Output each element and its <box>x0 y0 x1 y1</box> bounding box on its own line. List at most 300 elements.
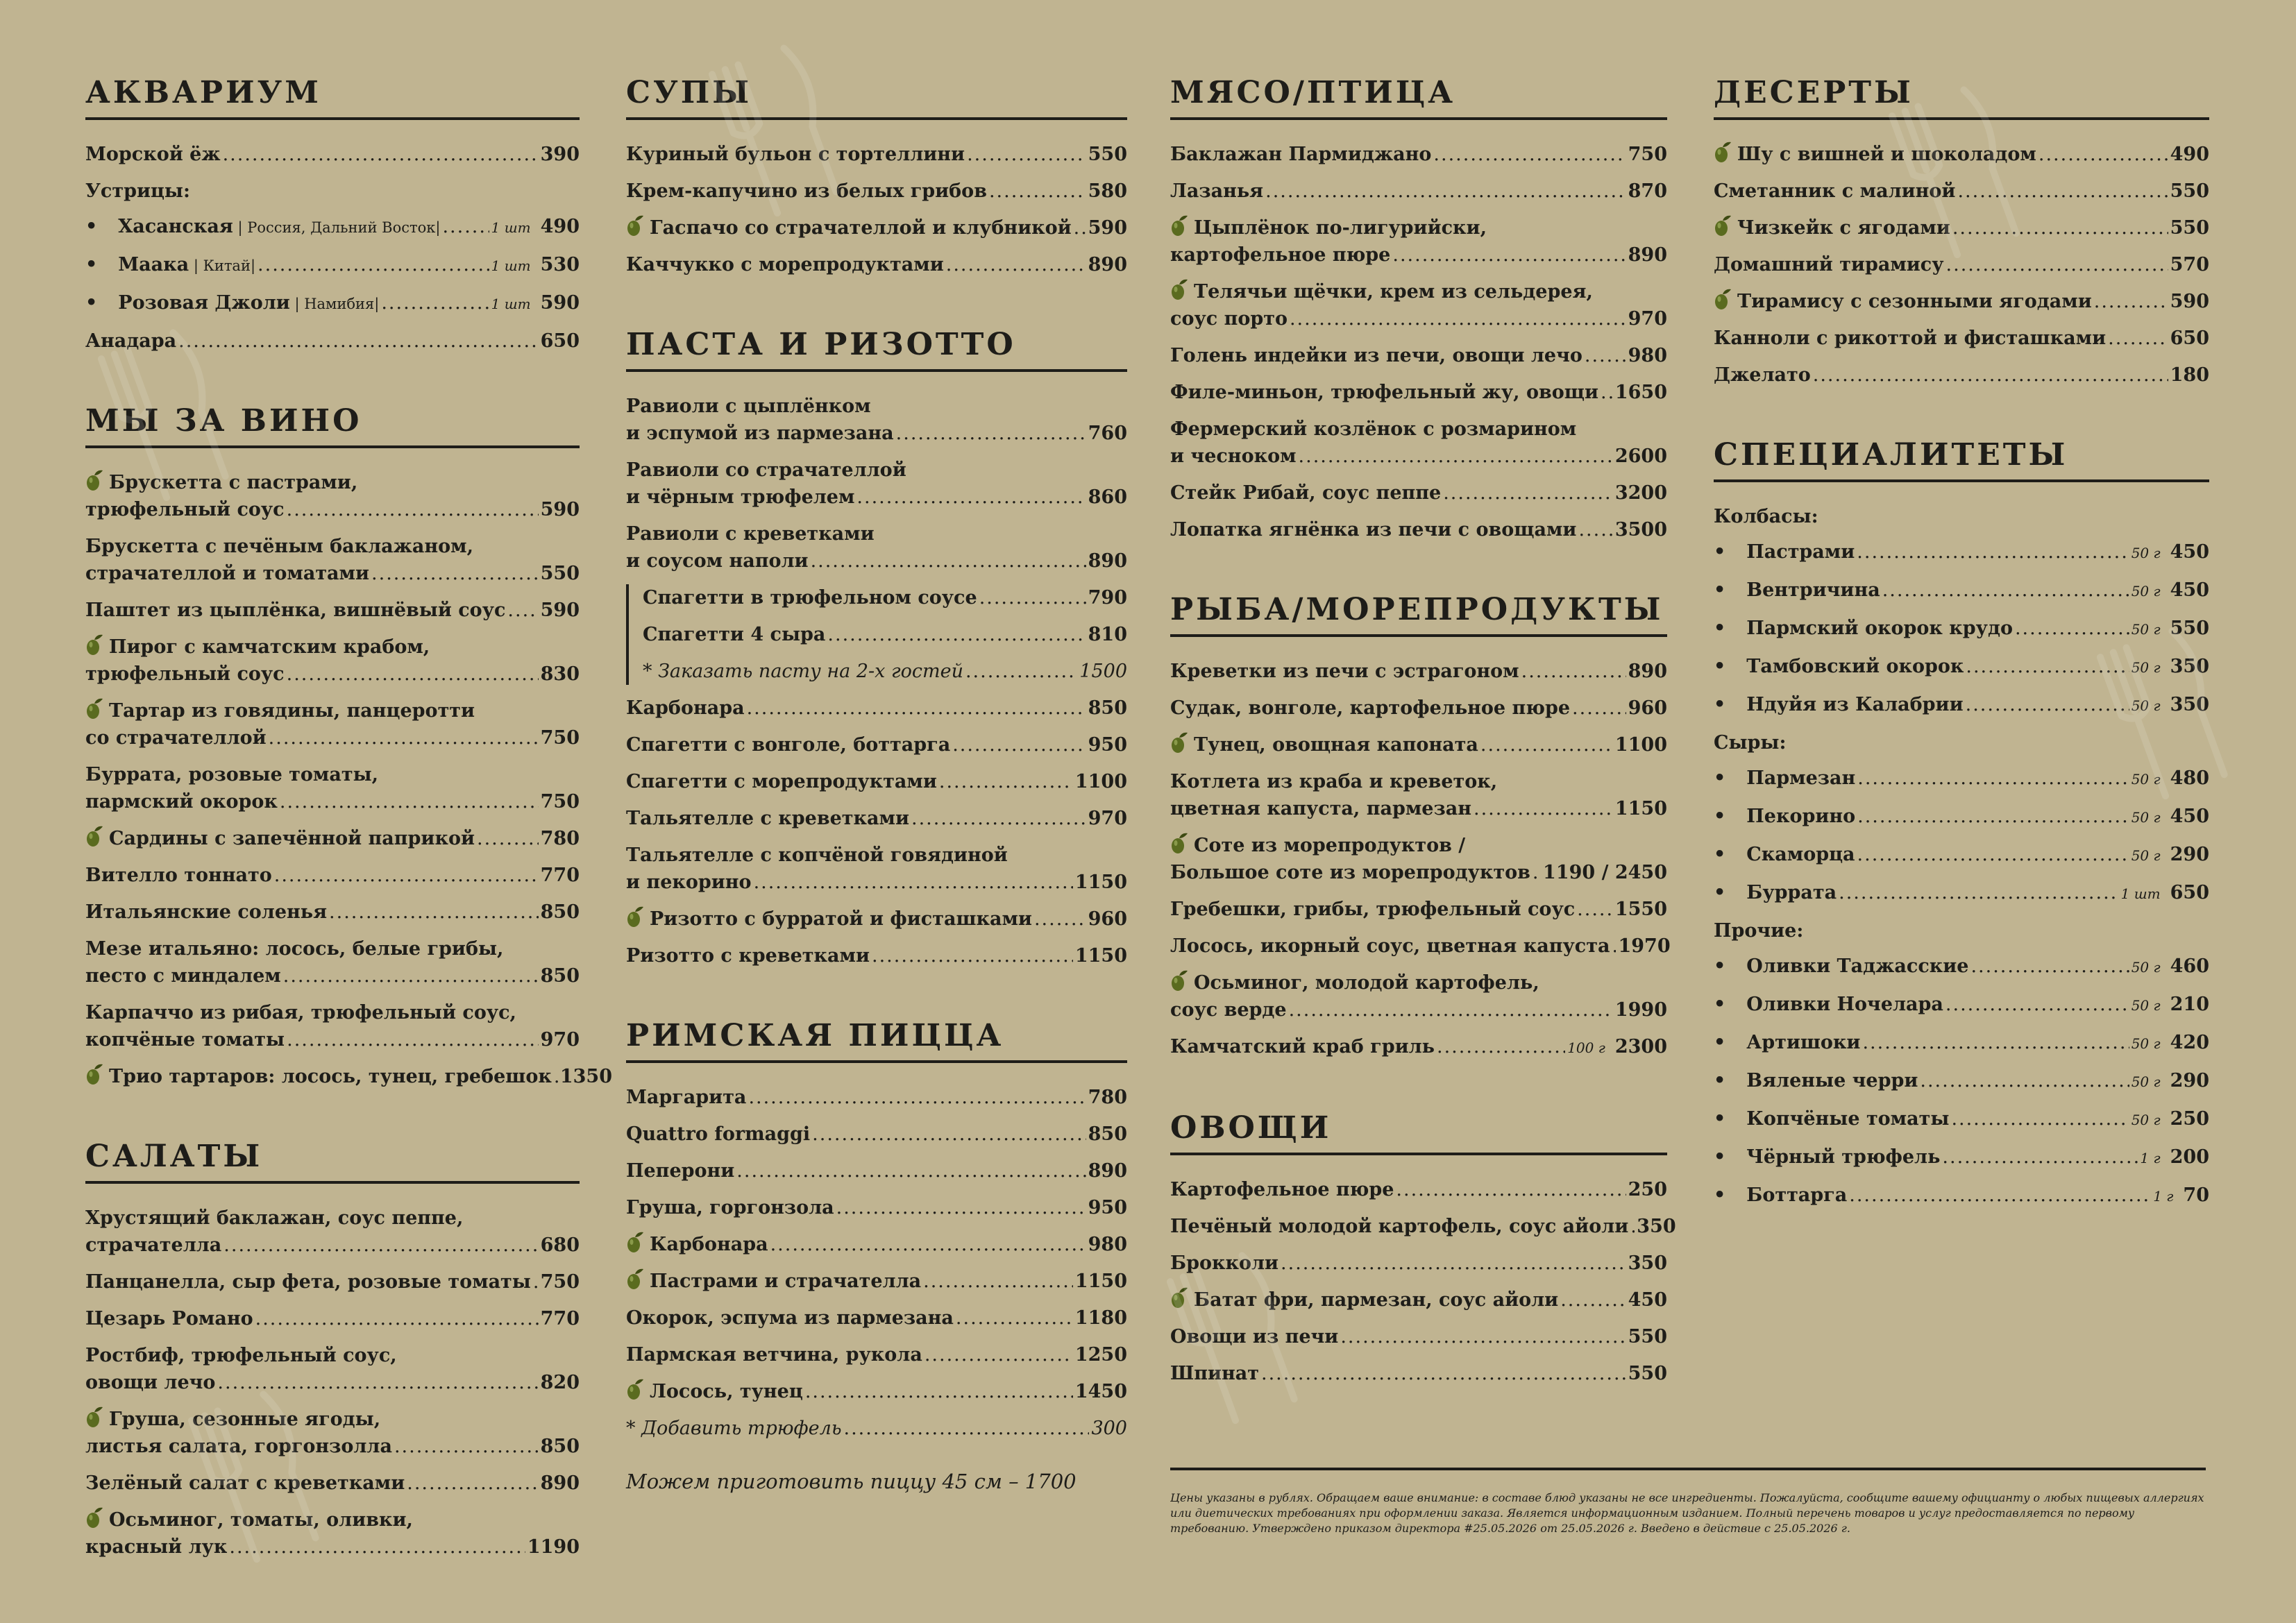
item-portion: 1 шт <box>491 257 531 274</box>
item-name-text: Голень индейки из печи, овощи лечо <box>1170 345 1582 366</box>
item-name-text: Анадара <box>85 330 177 352</box>
item-price: 1190 / 2450 <box>1543 862 1667 883</box>
item-name <box>1170 768 1497 795</box>
item-name <box>85 697 475 724</box>
item-line <box>626 393 1127 420</box>
menu-section <box>1170 592 1671 1062</box>
item-line <box>626 1305 1127 1332</box>
item-line <box>626 1121 1127 1148</box>
item-name-text: страчателлой и томатами <box>85 563 370 584</box>
item-line <box>643 584 1127 611</box>
item-price: 530 <box>540 254 580 275</box>
menu-item <box>85 761 580 815</box>
dot-leader <box>989 178 1086 205</box>
dot-leader <box>956 1305 1073 1332</box>
olive-icon <box>85 469 103 491</box>
item-line <box>85 724 580 751</box>
specialty-item <box>1714 1105 2209 1134</box>
dot-leader <box>1521 658 1626 685</box>
menu-item <box>1170 342 1667 369</box>
dot-leader <box>381 289 489 316</box>
menu-item <box>85 1342 580 1396</box>
item-line <box>85 862 580 889</box>
item-name-text: Буррата, розовые томаты, <box>85 764 379 785</box>
menu-item <box>85 825 580 852</box>
item-portion: 50 г <box>2131 697 2161 714</box>
specialty-item <box>1714 1182 2209 1210</box>
item-portion: 50 г <box>2131 809 2161 826</box>
item-name-text: Спагетти с морепродуктами <box>626 771 937 792</box>
dot-leader <box>1920 1067 2129 1094</box>
item-line <box>626 1084 1127 1111</box>
menu-item <box>1170 416 1667 470</box>
dot-leader <box>1946 251 2168 278</box>
item-line <box>1170 516 1667 543</box>
item-line <box>1714 178 2209 205</box>
item-name-text: Пармезан <box>1746 767 1856 789</box>
dot-leader <box>939 768 1073 795</box>
dot-leader <box>1849 1182 2151 1209</box>
dot-leader <box>1857 538 2129 566</box>
item-price: 780 <box>1088 1087 1127 1108</box>
item-price: 850 <box>540 965 580 987</box>
item-line <box>1714 1182 2209 1210</box>
bullet-icon: • <box>1714 1070 1726 1091</box>
menu-item <box>626 520 1127 575</box>
item-line <box>1170 695 1667 722</box>
menu-item <box>1714 178 2209 205</box>
item-name-text: Чёрный трюфель <box>1746 1146 1941 1168</box>
item-name <box>1746 653 1964 680</box>
menu-item <box>1170 379 1667 406</box>
dot-leader <box>258 251 489 278</box>
dot-leader <box>925 1341 1073 1368</box>
item-name <box>1746 1182 1847 1209</box>
item-name-text: Креветки из печи с эстрагоном <box>1170 661 1519 682</box>
item-name-text: Сардины с запечённой паприкой <box>109 828 475 849</box>
item-line <box>1714 577 2209 605</box>
menu-section <box>626 327 1127 969</box>
item-name-text: Телячьи щёчки, крем из сельдерея, <box>1194 281 1593 303</box>
dot-leader <box>274 862 539 889</box>
item-name <box>85 1205 463 1232</box>
bullet-icon: • <box>1714 994 1726 1015</box>
item-price: 200 <box>2170 1146 2209 1168</box>
item-name <box>626 842 1008 869</box>
item-line <box>85 935 580 962</box>
item-price: 550 <box>2170 618 2209 639</box>
item-price: 1100 <box>1614 734 1667 756</box>
item-line <box>626 1378 1127 1405</box>
item-price: 890 <box>1088 254 1127 275</box>
item-portion: 50 г <box>2131 847 2161 864</box>
item-name <box>85 899 327 926</box>
olive-icon <box>1170 969 1188 992</box>
dot-leader <box>1433 141 1626 168</box>
item-name <box>626 695 745 722</box>
olive-icon <box>85 1506 103 1529</box>
item-name-text: и чёрным трюфелем <box>626 486 855 508</box>
dot-leader <box>1945 991 2129 1018</box>
item-name <box>626 547 809 575</box>
item-name <box>1170 731 1478 758</box>
dot-leader <box>1585 342 1626 369</box>
item-name-text: Лазанья <box>1170 180 1264 202</box>
item-price: 550 <box>540 563 580 584</box>
dot-leader <box>477 825 539 852</box>
menu-item <box>626 1121 1127 1148</box>
item-line <box>626 869 1127 896</box>
item-name <box>85 634 430 661</box>
menu-item <box>626 1415 1127 1442</box>
olive-icon <box>1714 141 1732 163</box>
item-line <box>1714 288 2209 315</box>
olive-icon <box>85 697 103 720</box>
item-name <box>85 597 505 624</box>
dot-leader <box>287 496 539 523</box>
item-origin: | Россия, Дальний Восток| <box>233 219 441 236</box>
item-line <box>85 560 580 587</box>
item-name-text: трюфельный соус <box>85 499 285 520</box>
olive-icon <box>1714 288 1732 310</box>
item-line <box>85 1406 580 1433</box>
item-line <box>626 842 1127 869</box>
item-name <box>1170 1323 1338 1350</box>
footer-divider <box>1170 1468 2206 1470</box>
menu-item <box>85 862 580 889</box>
item-line <box>1170 214 1667 241</box>
item-line <box>1170 832 1667 859</box>
item-price: 180 <box>2170 364 2209 386</box>
menu-item <box>85 1470 580 1497</box>
item-line <box>85 1305 580 1332</box>
item-line <box>1170 658 1667 685</box>
item-price: 890 <box>540 1472 580 1494</box>
item-price: 450 <box>1628 1289 1667 1311</box>
item-name <box>626 141 965 168</box>
item-line <box>1714 691 2209 720</box>
item-line <box>1170 1176 1667 1203</box>
item-name-text: Баклажан Пармиджано <box>1170 144 1432 165</box>
menu-column <box>1170 75 1676 1436</box>
dot-leader <box>1396 1176 1626 1203</box>
item-price: 1650 <box>1614 382 1667 403</box>
item-name <box>626 251 944 278</box>
item-name-text: страчателла <box>85 1234 222 1256</box>
olive-icon <box>85 634 103 656</box>
item-name-text: Тирамису с сезонными ягодами <box>1737 291 2092 312</box>
item-name <box>1170 658 1519 685</box>
item-line <box>626 768 1127 795</box>
item-name-text: Паштет из цыплёнка, вишнёвый соус <box>85 600 506 621</box>
section-title: МЫ ЗА ВИНО <box>85 403 580 448</box>
item-line <box>1714 538 2209 567</box>
item-price: 750 <box>1628 144 1667 165</box>
item-price: 890 <box>1628 661 1667 682</box>
item-portion: 50 г <box>2131 997 2161 1014</box>
item-name-text: Картофельное пюре <box>1170 1179 1394 1200</box>
item-name-text: соус порто <box>1170 308 1288 330</box>
menu-item <box>85 697 580 751</box>
section-title: РЫБА/МОРЕПРОДУКТЫ <box>1170 592 1667 637</box>
item-name <box>626 768 937 795</box>
olive-icon <box>1170 1286 1188 1309</box>
menu-item <box>626 393 1127 447</box>
item-portion: 50 г <box>2131 1035 2161 1052</box>
item-name-text: Печёный молодой картофель, соус айоли <box>1170 1216 1629 1237</box>
dot-leader <box>178 328 539 355</box>
olive-icon <box>626 1268 644 1290</box>
menu-item <box>643 584 1127 611</box>
subsection-heading: Устрицы: <box>85 180 190 202</box>
olive-icon <box>626 906 644 928</box>
dot-leader <box>1612 933 1616 960</box>
item-name-text: Спагетти 4 сыра <box>643 624 826 645</box>
item-line <box>85 328 580 355</box>
menu-section <box>1170 1110 1676 1387</box>
item-portion: 1 шт <box>491 219 531 236</box>
menu-column <box>1714 75 2209 1259</box>
section-title: ДЕСЕРТЫ <box>1714 75 2209 120</box>
item-name <box>1170 896 1575 923</box>
item-name-text: Копчёные томаты <box>1746 1108 1950 1130</box>
item-price: 420 <box>2170 1032 2209 1053</box>
menu-item <box>85 597 580 624</box>
item-name <box>1170 178 1263 205</box>
item-line <box>85 1205 580 1232</box>
item-name-text: Вентричина <box>1746 579 1880 601</box>
dot-leader <box>1261 1360 1626 1387</box>
item-name-text: Котлета из краба и креветок, <box>1170 771 1498 792</box>
item-name-text: Гаспачо со страчателлой и клубникой <box>650 217 1072 239</box>
item-name-text: трюфельный соус <box>85 663 285 685</box>
item-name <box>1746 1144 1940 1171</box>
item-line <box>626 942 1127 969</box>
item-price: 960 <box>1628 697 1667 719</box>
dot-leader <box>329 899 539 926</box>
item-name-text: цветная капуста, пармезан <box>1170 798 1471 819</box>
dot-leader <box>1443 479 1613 507</box>
item-name-text: Ризотто с бурратой и фисташками <box>650 908 1032 930</box>
item-line <box>1170 768 1667 795</box>
item-price: 390 <box>540 144 580 165</box>
menu-item <box>626 251 1127 278</box>
menu-item <box>85 1506 580 1561</box>
item-name-text: Груша, горгонзола <box>626 1197 834 1218</box>
section-title: СПЕЦИАЛИТЕТЫ <box>1714 437 2209 482</box>
item-line <box>1170 896 1667 923</box>
item-name-text: Крем-капучино из белых грибов <box>626 180 987 202</box>
item-line <box>626 141 1127 168</box>
menu-item <box>85 634 580 688</box>
item-price: 810 <box>1088 624 1127 645</box>
menu-item <box>626 214 1127 241</box>
pasta-group <box>626 584 1127 685</box>
item-line <box>1170 443 1667 470</box>
item-name <box>85 560 369 587</box>
item-price: 250 <box>2170 1108 2209 1130</box>
item-name-text: Ризотто с креветками <box>626 945 870 967</box>
menu-item <box>1170 1286 1667 1314</box>
item-portion: 50 г <box>2131 1112 2161 1128</box>
item-name <box>85 1232 221 1259</box>
item-name-text: Маргарита <box>626 1087 747 1108</box>
dot-leader <box>967 141 1086 168</box>
item-name-text: Трио тартаров: лосось, тунец, гребешок <box>109 1066 552 1087</box>
item-line <box>85 697 580 724</box>
dot-leader <box>965 658 1077 685</box>
item-line <box>85 899 580 926</box>
item-line <box>626 547 1127 575</box>
item-price: 350 <box>2170 694 2209 715</box>
item-name <box>1170 305 1288 332</box>
item-line <box>1714 362 2209 389</box>
bullet-icon: • <box>1714 541 1726 563</box>
menu-item <box>626 1194 1127 1221</box>
dot-leader <box>1299 443 1613 470</box>
specialty-item <box>1714 577 2209 605</box>
item-name-text: Чизкейк с ягодами <box>1737 217 1950 239</box>
subsection-heading: Прочие: <box>1714 920 1804 942</box>
dot-leader <box>269 724 539 751</box>
bullet-icon: • <box>1714 579 1726 601</box>
item-line <box>85 1063 612 1090</box>
olive-icon <box>85 825 103 847</box>
dot-leader <box>2094 288 2168 315</box>
item-line <box>626 1341 1127 1368</box>
item-name <box>85 1533 227 1561</box>
dot-leader <box>1265 178 1626 205</box>
dot-leader <box>283 962 539 989</box>
item-name <box>1746 1029 1860 1056</box>
item-price: 290 <box>2170 844 2209 865</box>
specialty-item <box>1714 691 2209 720</box>
item-line <box>1714 953 2209 981</box>
section-title: САЛАТЫ <box>85 1139 580 1184</box>
dot-leader <box>507 597 538 624</box>
item-name-text: Тартар из говядины, панцеротти <box>109 700 475 722</box>
item-name <box>1746 765 1855 792</box>
item-name <box>626 869 752 896</box>
dot-leader <box>1601 379 1613 406</box>
item-price: 1150 <box>1074 945 1127 967</box>
item-price: 860 <box>1088 486 1127 508</box>
item-price: 550 <box>2170 217 2209 239</box>
item-price: 850 <box>1088 697 1127 719</box>
item-price: 490 <box>2170 144 2209 165</box>
item-price: 1350 <box>559 1066 612 1087</box>
menu-item <box>626 942 1127 969</box>
olive-icon <box>1170 832 1188 854</box>
menu-item <box>626 457 1127 511</box>
item-price: 830 <box>540 663 580 685</box>
item-price: 570 <box>2170 254 2209 275</box>
item-price: 950 <box>1088 734 1127 756</box>
dot-leader <box>442 213 489 240</box>
item-line <box>626 1231 1127 1258</box>
item-price: 550 <box>1088 144 1127 165</box>
item-price: 1180 <box>1074 1307 1127 1329</box>
olive-icon <box>85 1406 103 1428</box>
specialty-item <box>1714 1029 2209 1057</box>
footer-disclaimer: Цены указаны в рублях. Обращаем ваше внимание: в составе блюд указаны не все ингредиенты. Пожалуйста, сообщите вашему официанту о любых пищевых аллергиях или диетических требованиях при оформлении заказа. Является информационным изданием. Полный перечень товаров и услуг предоставляется по первому требованию. Утверждено приказом директора #25.05.2026 от 25.05.2026 г. Введено в действие с 25.05.2026 г. <box>1170 1491 2204 1535</box>
menu-item <box>1170 896 1667 923</box>
dot-leader <box>1533 859 1541 886</box>
item-name-text: Большое соте из морепродуктов <box>1170 862 1530 883</box>
item-name <box>85 1433 392 1460</box>
item-name-text: Вяленые черри <box>1746 1070 1918 1091</box>
item-name <box>85 1305 253 1332</box>
menu-item <box>1170 516 1667 543</box>
item-line <box>1170 1033 1667 1062</box>
dot-leader <box>280 788 539 815</box>
item-price: 960 <box>1088 908 1127 930</box>
item-price: 780 <box>540 828 580 849</box>
item-name <box>85 533 473 560</box>
olive-icon <box>1714 214 1732 237</box>
item-name <box>1714 178 1955 205</box>
item-name <box>626 178 987 205</box>
item-name-text: Карбонара <box>650 1234 768 1255</box>
specialty-item <box>1714 765 2209 793</box>
item-name-text: Карпаччо из рибая, трюфельный соус, <box>85 1002 516 1023</box>
dot-leader <box>394 1433 539 1460</box>
item-line <box>85 289 580 318</box>
item-name <box>1170 1286 1558 1314</box>
item-name-text: Камчатский краб гриль <box>1170 1036 1435 1057</box>
item-price: 1100 <box>1074 771 1127 792</box>
item-price: 450 <box>2170 579 2209 601</box>
item-price: 450 <box>2170 806 2209 827</box>
item-line <box>1170 1286 1667 1314</box>
item-line <box>85 661 580 688</box>
dot-leader <box>844 1415 1090 1442</box>
dot-leader <box>371 560 539 587</box>
item-name <box>85 825 475 852</box>
dot-leader <box>1392 241 1626 269</box>
item-price: 590 <box>540 600 580 621</box>
item-name <box>85 788 278 815</box>
item-name-text: Хасанская <box>118 216 233 237</box>
menu-item <box>643 621 1127 648</box>
item-name-text: * Заказать пасту на 2-х гостей <box>643 661 963 682</box>
item-price: 300 <box>1091 1418 1127 1439</box>
dot-leader <box>911 805 1086 832</box>
item-name <box>1170 1033 1435 1060</box>
item-line <box>1714 653 2209 681</box>
item-name <box>626 457 906 484</box>
item-name-text: овощи лечо <box>85 1372 216 1393</box>
bullet-icon: • <box>1714 656 1726 677</box>
menu-item <box>85 1305 580 1332</box>
dot-leader <box>770 1231 1086 1258</box>
dot-leader <box>856 484 1086 511</box>
item-name <box>626 942 870 969</box>
specialty-item <box>1714 1067 2209 1096</box>
item-price: 890 <box>1088 550 1127 572</box>
item-line <box>85 962 580 989</box>
item-price: 1990 <box>1614 999 1667 1021</box>
item-price: 1500 <box>1079 661 1127 682</box>
item-price: 550 <box>1628 1363 1667 1384</box>
item-name-text: Домашний тирамису <box>1714 254 1944 275</box>
item-name-text: и соусом наполи <box>626 550 809 572</box>
item-name <box>1746 538 1855 566</box>
item-line <box>626 731 1127 758</box>
item-name-text: копчёные томаты <box>85 1029 285 1051</box>
item-price: 650 <box>540 330 580 352</box>
bullet-icon: • <box>1714 882 1726 903</box>
